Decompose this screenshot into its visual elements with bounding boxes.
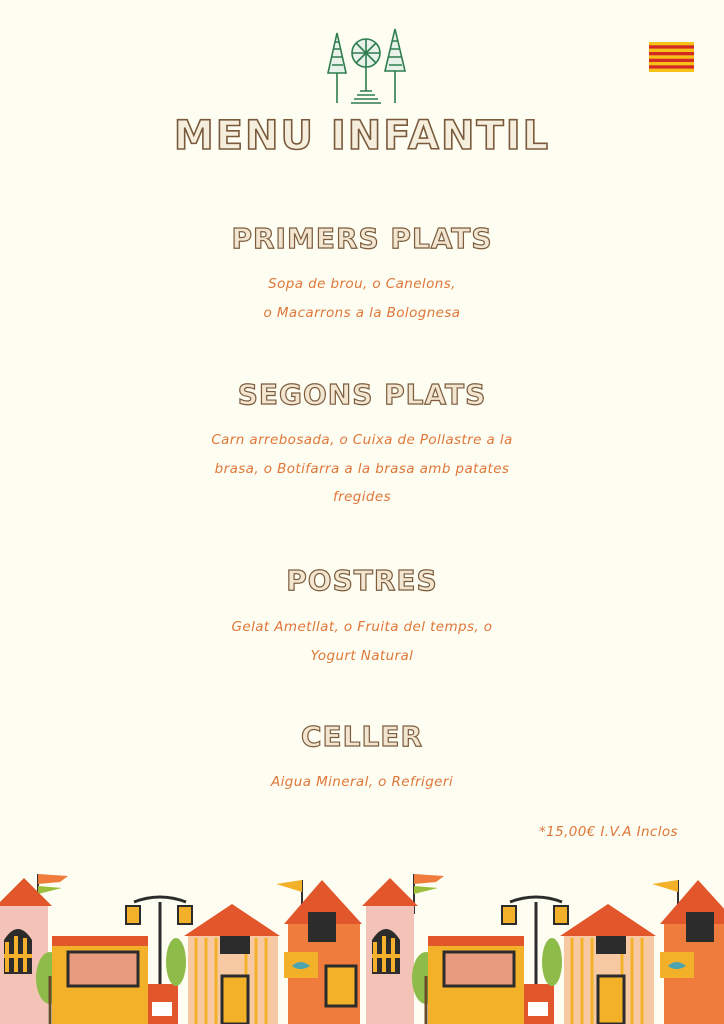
menu-line: brasa, o Botifarra a la brasa amb patates (214, 460, 510, 477)
section-text-primers (200, 270, 524, 327)
menu-line: Sopa de brou, o Canelons, (268, 276, 456, 292)
section-text-segons (200, 426, 524, 512)
menu-title: MENU INFANTIL (173, 113, 551, 159)
catalan-flag-icon (649, 42, 694, 72)
restaurant-tree-logo-icon (323, 27, 407, 107)
town-right-half (362, 874, 724, 1024)
section-heading-postres: POSTRES (286, 564, 438, 597)
section-heading-celler: CELLER (300, 720, 424, 753)
section-heading-segons: SEGONS PLATS (237, 378, 487, 411)
menu-line: Gelat Ametllat, o Fruita del temps, o (231, 619, 493, 635)
menu-line: o Macarrons a la Bolognesa (263, 304, 461, 321)
section-text-postres (200, 613, 524, 670)
town-left-half (0, 874, 362, 1024)
price-note: *15,00€ I.V.A Inclos (538, 824, 678, 840)
menu-line: fregides (332, 489, 392, 505)
menu-line: Yogurt Natural (310, 647, 414, 664)
section-heading-primers: PRIMERS PLATS (231, 222, 493, 255)
section-text-celler (200, 768, 524, 797)
menu-line: Carn arrebosada, o Cuixa de Pollastre a la (211, 432, 513, 448)
town-houses-illustration (0, 866, 724, 1024)
menu-line: Aigua Mineral, o Refrigeri (271, 774, 453, 790)
